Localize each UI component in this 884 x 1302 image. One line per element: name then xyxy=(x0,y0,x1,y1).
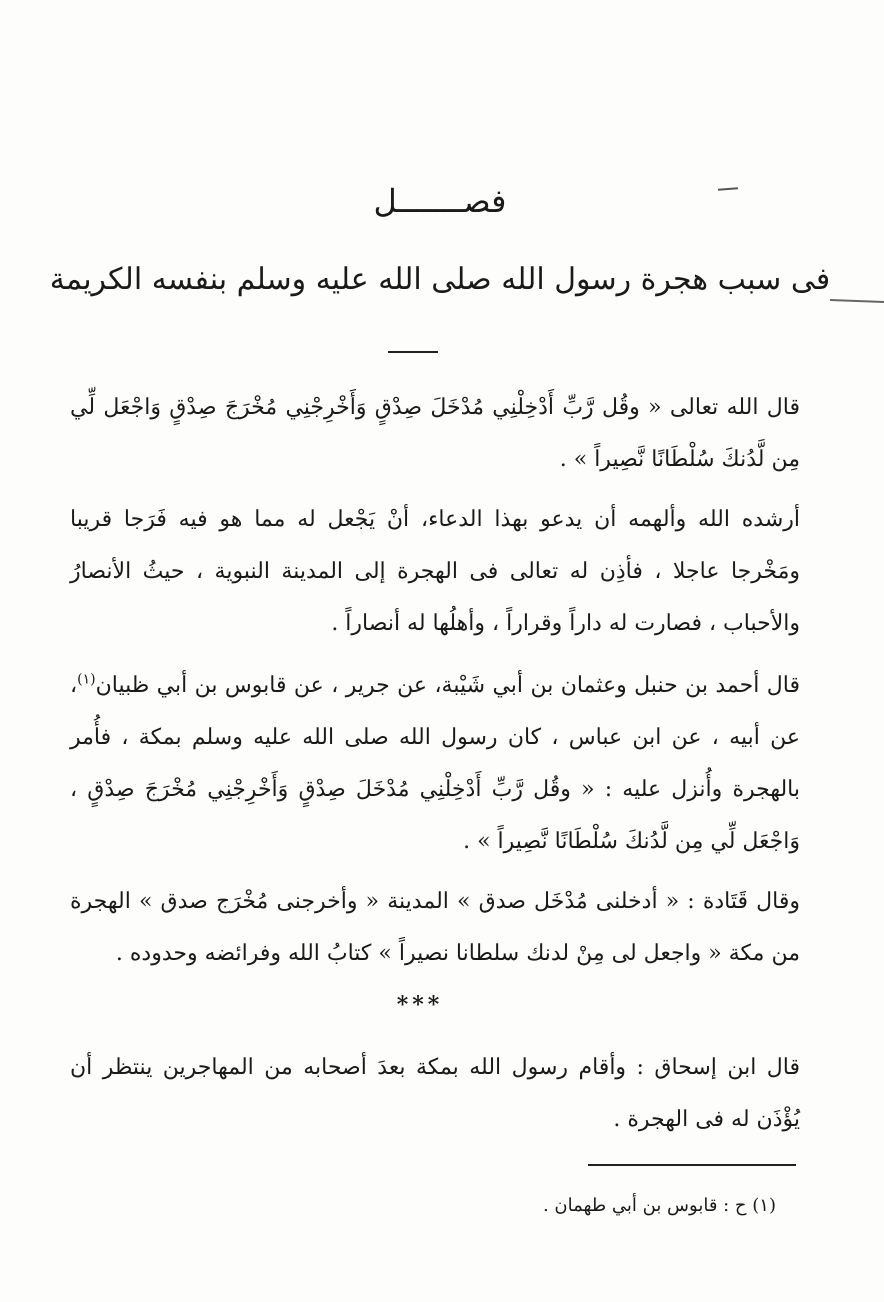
section-heading: فصـــــــل xyxy=(373,182,507,220)
footnote: (١) ح : قابوس بن أبي طهمان . xyxy=(542,1195,776,1216)
paragraph-ibn-ishaq: قال ابن إسحاق : وأقام رسول الله بمكة بعدَ أصحابه من المهاجرين ينتظر أن يُؤْذَن له فى الهجرة . xyxy=(70,1055,800,1132)
paragraph-hadith xyxy=(70,660,800,868)
title-divider xyxy=(388,351,438,353)
paragraph-guidance: أرشده الله وألهمه أن يدعو بهذا الدعاء، أنْ يَجْعل له مما هو فيه فَرَجا قريبا ومَخْرجا عاجلا ، فأذِن له تعالى فى الهجرة إلى المدينة النبوية ، حيثُ الأنصارُ والأحباب ، فصارت له داراً وقراراً ، وأهلُها له أنصاراً . xyxy=(70,507,800,636)
chapter-title: فى سبب هجرة رسول الله صلى الله عليه وسلم بنفسه الكريمة xyxy=(49,262,831,297)
footnote-divider xyxy=(588,1164,796,1166)
footnote-reference: (١) xyxy=(77,671,96,688)
paragraph-hadith-main: قال أحمد بن حنبل وعثمان بن أبي شَيْبة، عن جرير ، عن قابوس بن أبي ظبيان xyxy=(95,673,800,698)
margin-mark xyxy=(830,299,884,303)
section-separator: *** xyxy=(396,992,444,1018)
paragraph-hadith-rest: ، عن أبيه ، عن ابن عباس ، كان رسول الله صلى الله عليه وسلم بمكة ، فأُمر بالهجرة وأُنزل عليه : « وقُل رَّبِّ أَدْخِلْنِي مُدْخَلَ صِدْقٍ وَأَخْرِجْنِي مُخْرَجَ صِدْقٍ ، وَاجْعَل لِّي مِن لَّدُنكَ سُلْطَانًا نَّصِيراً » . xyxy=(70,673,800,854)
paragraph-quran-verse: قال الله تعالى « وقُل رَّبِّ أَدْخِلْنِي مُدْخَلَ صِدْقٍ وَأَخْرِجْنِي مُخْرَجَ صِدْقٍ وَاجْعَل لِّي مِن لَّدُنكَ سُلْطَانًا نَّصِيراً » . xyxy=(70,395,800,472)
paragraph-qatada: وقال قَتَادة : « أدخلنى مُدْخَل صدق » المدينة « وأخرجنى مُخْرَج صدق » الهجرة من مكة « واجعل لى مِنْ لدنك سلطانا نصيراً » كتابُ الله وفرائضه وحدوده . xyxy=(70,889,800,966)
